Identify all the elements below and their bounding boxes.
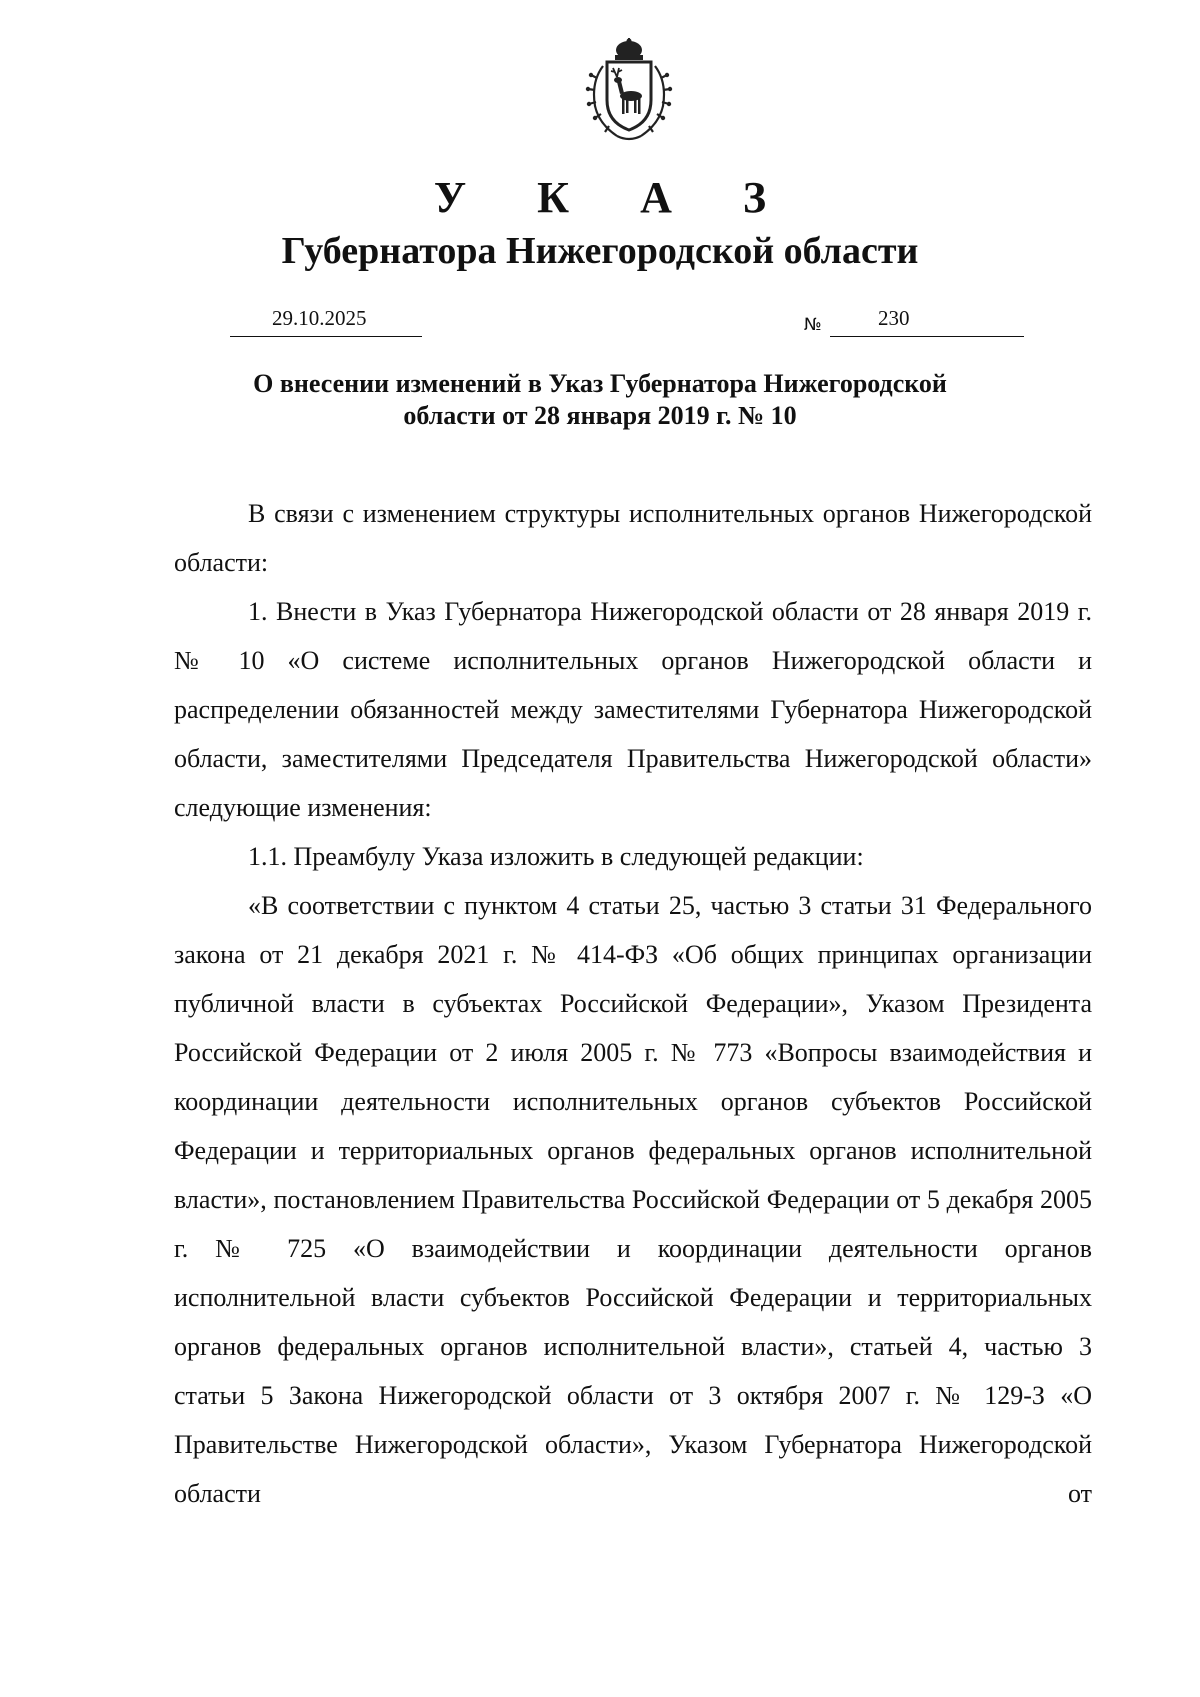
decree-subtitle: Губернатора Нижегородской области [281, 230, 919, 272]
body-paragraph: В связи с изменением структуры исполнительных органов Нижегородской области: [174, 499, 1092, 577]
subject-line-2: области от 28 января 2019 г. № 10 [403, 401, 797, 430]
nizhny-novgorod-coat-of-arms-icon [573, 38, 685, 150]
body-paragraph: 1. Внести в Указ Губернатора Нижегородской области от 28 января 2019 г. № 10 «О системе исполнительных органов Нижегородской области и распределении обязанностей между заместителями Губернатора Нижегородской области, заместителями Председателя Правительства Нижегородской области» следующие изменения: [174, 597, 1092, 822]
subject-line-1: О внесении изменений в Указ Губернатора Нижегородской [253, 369, 947, 398]
decree-date: 29.10.2025 [272, 306, 367, 330]
body-paragraph: «В соответствии с пунктом 4 статьи 25, частью 3 статьи 31 Федерального закона от 21 декабря 2021 г. № 414-ФЗ «Об общих принципах организации публичной власти в субъектах Российской Федерации», Указом Президента Российской Федерации от 2 июля 2005 г. № 773 «Вопросы взаимодействия и координации деятельности исполнительных органов субъектов Российской Федерации и территориальных органов федеральных органов исполнительной власти», постановлением Правительства Российской Федерации от 5 декабря 2005 г. № 725 «О взаимодействии и координации деятельности органов исполнительной власти субъектов Российской Федерации и территориальных органов федеральных органов исполнительной власти», статьей 4, частью 3 статьи 5 Закона Нижегородской области от 3 октября 2007 г. № 129-З «О Правительстве Нижегородской области», Указом Губернатора Нижегородской области от [174, 891, 1092, 1508]
decree-number-label: № [804, 315, 822, 335]
decree-body [174, 489, 1092, 1518]
body-paragraph: 1.1. Преамбулу Указа изложить в следующей редакции: [248, 842, 864, 871]
decree-number: 230 [878, 306, 910, 330]
decree-title: У К А З [433, 173, 797, 222]
decree-subject [0, 368, 1200, 432]
decree-number-field [830, 300, 1024, 337]
decree-date-field [230, 300, 422, 337]
